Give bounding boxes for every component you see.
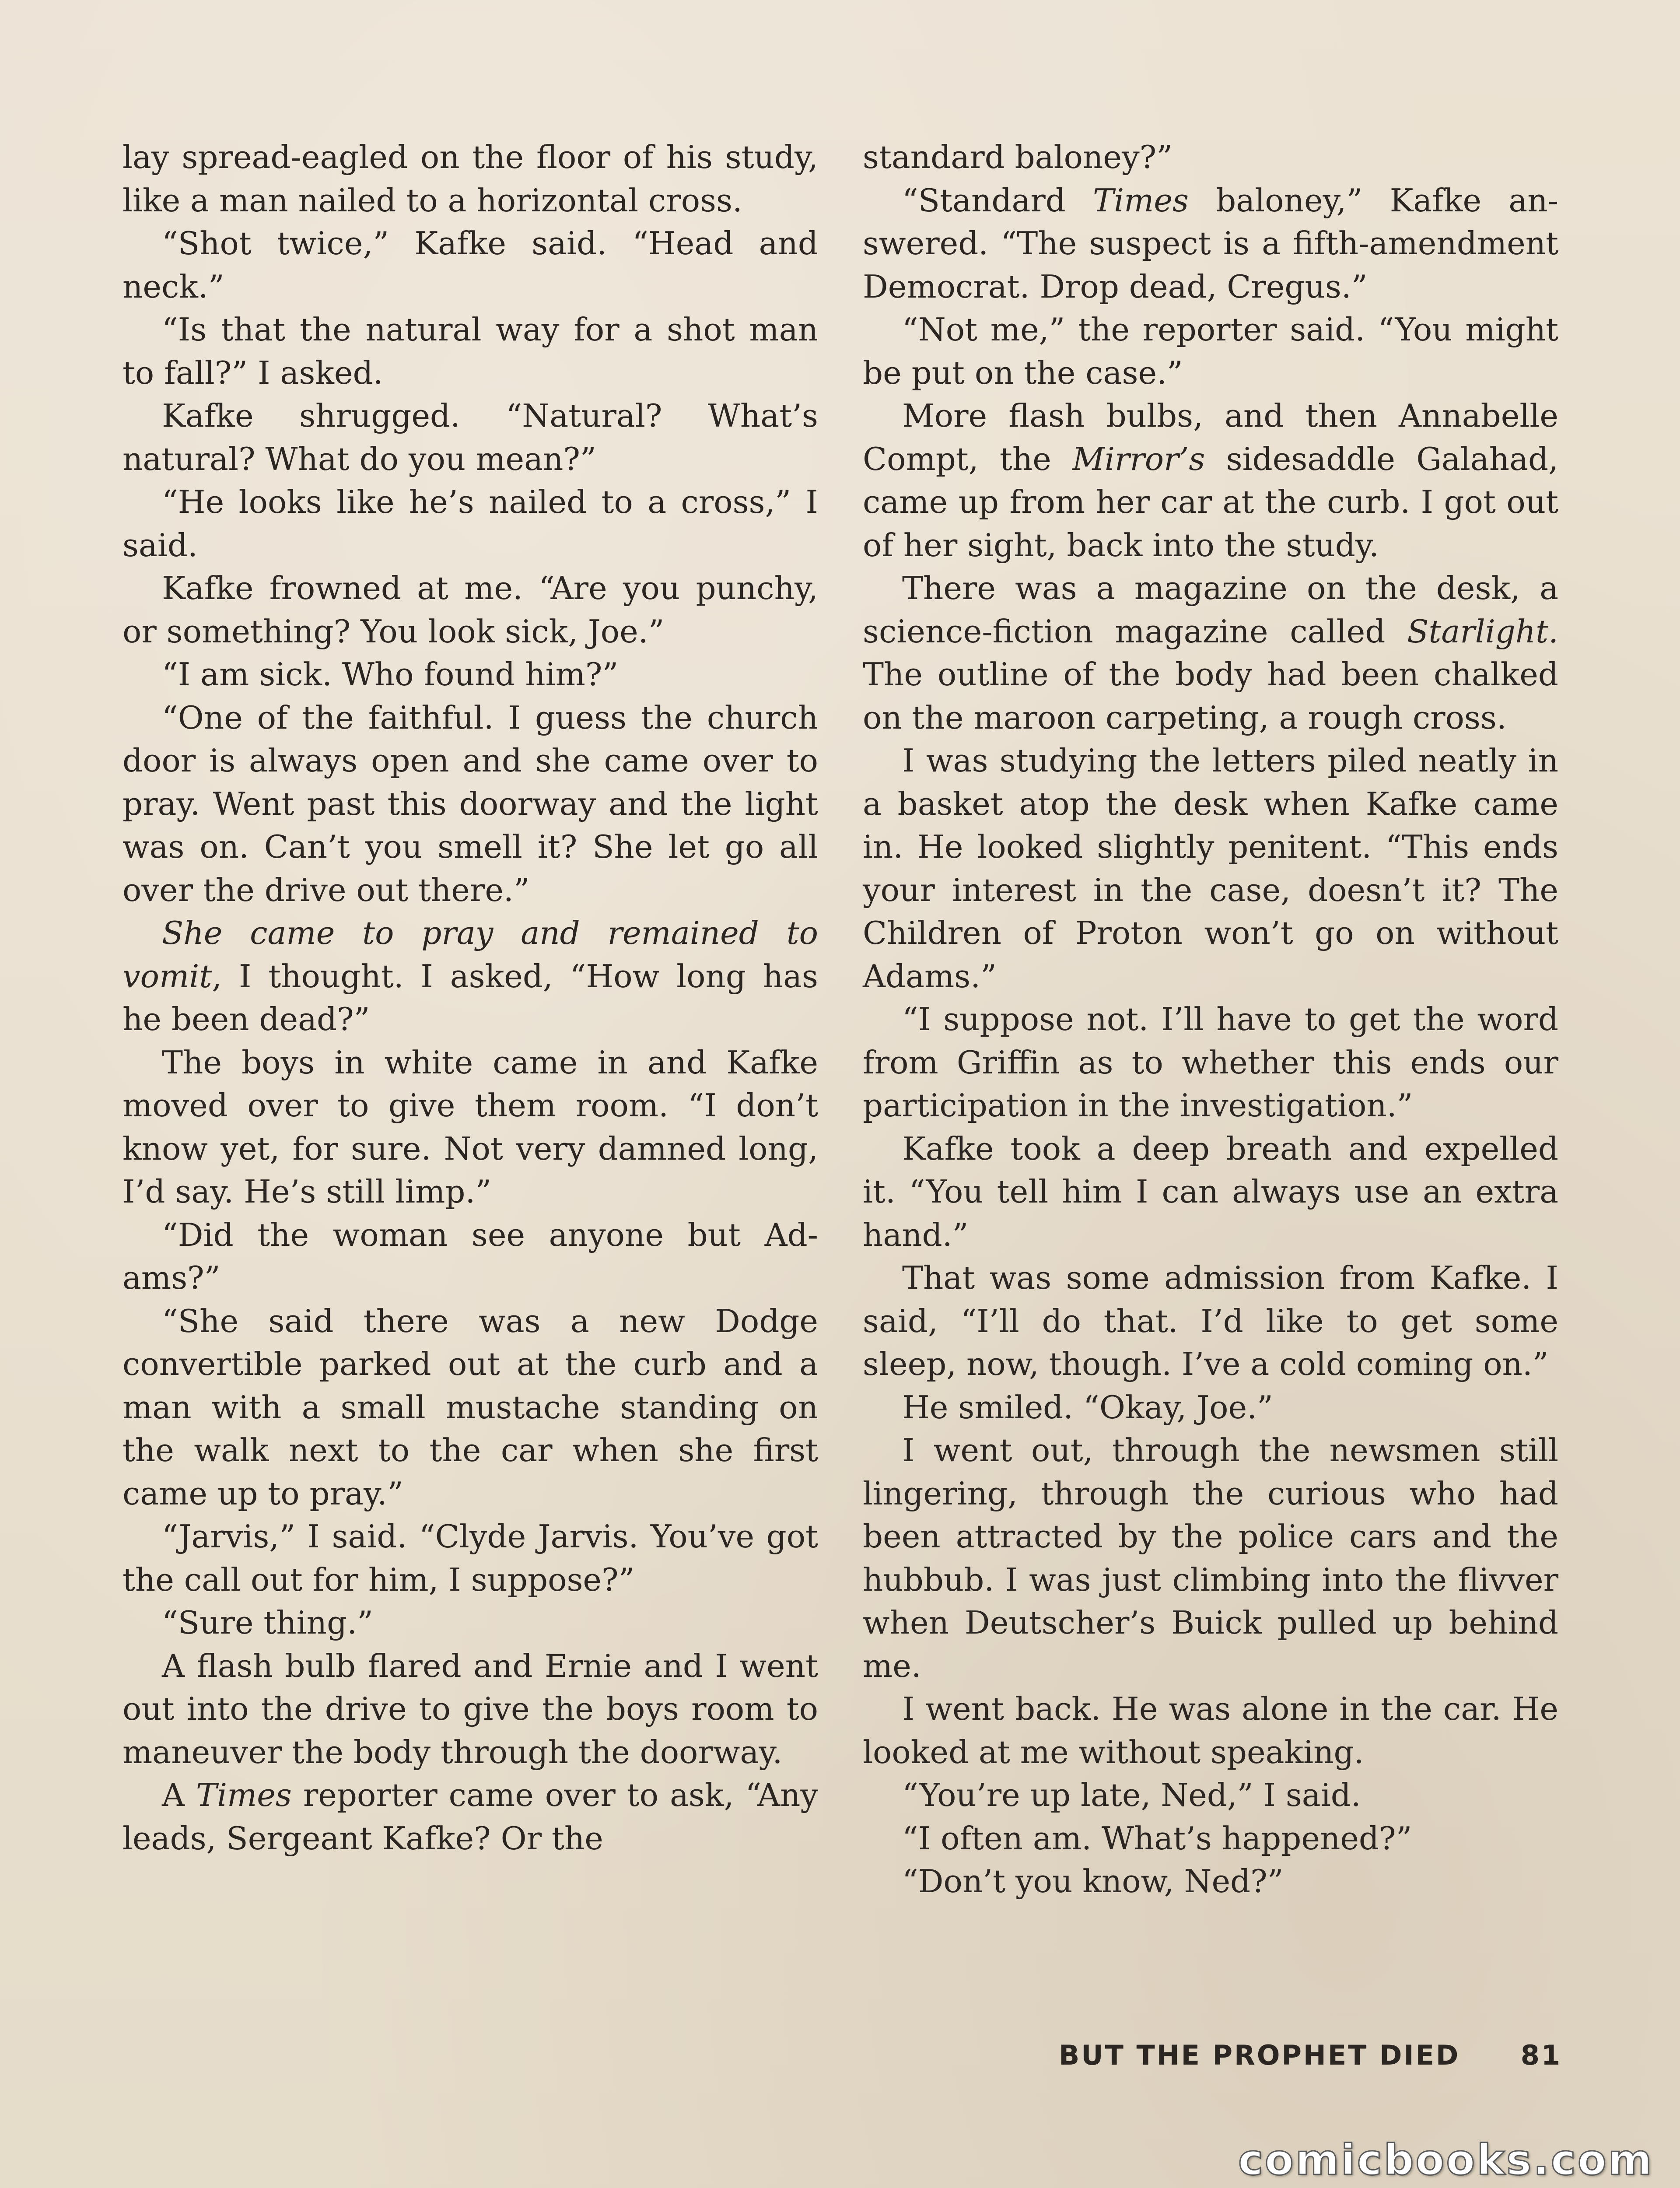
- text-run: Kafke shrugged. “Natural? What’s natural? What do you mean?”: [122, 397, 818, 477]
- text-run: reporter came over to ask, “Any leads, Sergeant Kafke? Or the: [122, 1777, 819, 1857]
- paragraph: [122, 696, 818, 912]
- paragraph: [863, 739, 1558, 998]
- paragraph: [122, 1645, 818, 1774]
- text-run: The outline of the body had been chalked on the maroon carpeting, a rough cross.: [863, 656, 1558, 736]
- text-run: sidesaddle Galahad, came up from her car at the curb. I got out of her sight, back into the study.: [863, 440, 1558, 564]
- text-run: “Jarvis,” I said. “Clyde Jarvis. You’ve got the call out for him, I suppose?”: [122, 1518, 818, 1598]
- text-run: I went out, through the newsmen still lingering, through the curious who had been attracted by the police cars and the hubbub. I was just climbing into the flivver when Deutscher’s Buick pulled up behind me.: [863, 1432, 1558, 1684]
- paragraph: [122, 567, 818, 653]
- text-run: “I suppose not. I’ll have to get the word from Griffin as to whether this ends our participation in the investigation.”: [863, 1001, 1558, 1124]
- text-run: “He looks like he’s nailed to a cross,” I said.: [122, 484, 818, 564]
- paragraph: [122, 653, 818, 696]
- text-run: “I am sick. Who found him?”: [162, 656, 619, 693]
- text-run: “Shot twice,” Kafke said. “Head and neck.”: [122, 225, 818, 305]
- text-run: “Not me,” the reporter said. “You might be put on the case.”: [863, 311, 1558, 391]
- page-footer: [1059, 2039, 1562, 2071]
- paragraph: [863, 1429, 1558, 1687]
- text-run: “One of the faithful. I guess the church door is always open and she came over to pray. Went past this doorway and the light was on. Can’t you smell it? She let go all over the drive out there.”: [122, 699, 818, 908]
- text-run: “I often am. What’s happened?”: [902, 1820, 1412, 1857]
- paragraph: [863, 308, 1558, 394]
- italic-text: Starlight.: [1407, 613, 1558, 650]
- left-text-column: [122, 136, 818, 1860]
- text-run: standard baloney?”: [863, 139, 1173, 175]
- paragraph: [863, 136, 1558, 179]
- text-run: He smiled. “Okay, Joe.”: [902, 1389, 1273, 1426]
- paragraph: [863, 1774, 1558, 1817]
- italic-text: Mirror’s: [1072, 440, 1205, 477]
- paragraph: [863, 1127, 1558, 1257]
- text-run: Kafke took a deep breath and expelled it. “You tell him I can always use an extra hand.”: [863, 1130, 1558, 1253]
- paragraph: [863, 1860, 1558, 1903]
- text-run: That was some admission from Kafke. I said, “I’ll do that. I’d like to get some sleep, now, though. I’ve a cold coming on.”: [863, 1259, 1558, 1382]
- text-run: More flash bulbs, and then Annabelle Compt, the: [863, 397, 1558, 477]
- paragraph: [122, 1515, 818, 1601]
- italic-text: Times: [1093, 182, 1189, 219]
- paragraph: [122, 1774, 818, 1860]
- italic-text: She came to pray and remained to vomit: [122, 915, 818, 995]
- paragraph: [122, 308, 818, 394]
- text-run: baloney,” Kafke answered. “The suspect is a fifth-amendment Democrat. Drop dead, Cregus.”: [863, 182, 1558, 305]
- text-run: I was studying the letters piled neatly in a basket atop the desk when Kafke came in. He looked slightly penitent. “This ends your interest in the case, doesn’t it? The Children of Proton won’t go on without Adams.”: [863, 742, 1558, 995]
- text-run: “Did the woman see anyone but Adams?”: [122, 1216, 818, 1296]
- paragraph: [122, 222, 818, 308]
- text-run: A: [162, 1777, 196, 1813]
- page-number: 81: [1520, 2039, 1562, 2071]
- paragraph: [122, 912, 818, 1041]
- text-run: , I thought. I asked, “How long has he been dead?”: [122, 957, 818, 1038]
- text-run: A flash bulb flared and Ernie and I went out into the drive to give the boys room to maneuver the body through the doorway.: [122, 1647, 818, 1771]
- text-run: “Is that the natural way for a shot man to fall?” I asked.: [122, 311, 818, 391]
- paragraph: [863, 1817, 1558, 1860]
- paragraph: [122, 1041, 818, 1213]
- paragraph: [122, 1300, 818, 1515]
- italic-text: Times: [196, 1777, 292, 1813]
- paragraph: [863, 1256, 1558, 1386]
- running-title: BUT THE PROPHET DIED: [1059, 2039, 1460, 2071]
- watermark-text: comicbooks.com: [1238, 2135, 1654, 2184]
- paragraph: [863, 394, 1558, 567]
- text-run: “Standard: [902, 182, 1093, 219]
- paragraph: [863, 1386, 1558, 1429]
- paragraph: [863, 1687, 1558, 1774]
- text-run: “She said there was a new Dodge convertible parked out at the curb and a man with a small mustache standing on the walk next to the car when she first came up to pray.”: [122, 1302, 818, 1512]
- text-run: “Sure thing.”: [162, 1604, 373, 1641]
- text-run: lay spread-eagled on the floor of his study, like a man nailed to a horizontal cross.: [122, 139, 818, 219]
- text-run: Kafke frowned at me. “Are you punchy, or something? You look sick, Joe.”: [122, 570, 818, 650]
- text-run: I went back. He was alone in the car. He looked at me without speaking.: [863, 1690, 1558, 1771]
- text-run: “You’re up late, Ned,” I said.: [902, 1777, 1361, 1813]
- paragraph: [863, 998, 1558, 1127]
- paragraph: [122, 1213, 818, 1300]
- text-run: The boys in white came in and Kafke moved over to give them room. “I don’t know yet, for sure. Not very damned long, I’d say. He’s still limp.”: [122, 1044, 818, 1210]
- paragraph: [122, 136, 818, 222]
- text-run: There was a magazine on the desk, a science-fiction magazine called: [863, 570, 1558, 650]
- text-run: “Don’t you know, Ned?”: [902, 1863, 1284, 1900]
- right-text-column: [863, 136, 1558, 1903]
- paragraph: [122, 394, 818, 480]
- paragraph: [122, 1601, 818, 1645]
- paragraph: [122, 480, 818, 567]
- paragraph: [863, 179, 1558, 309]
- paragraph: [863, 567, 1558, 739]
